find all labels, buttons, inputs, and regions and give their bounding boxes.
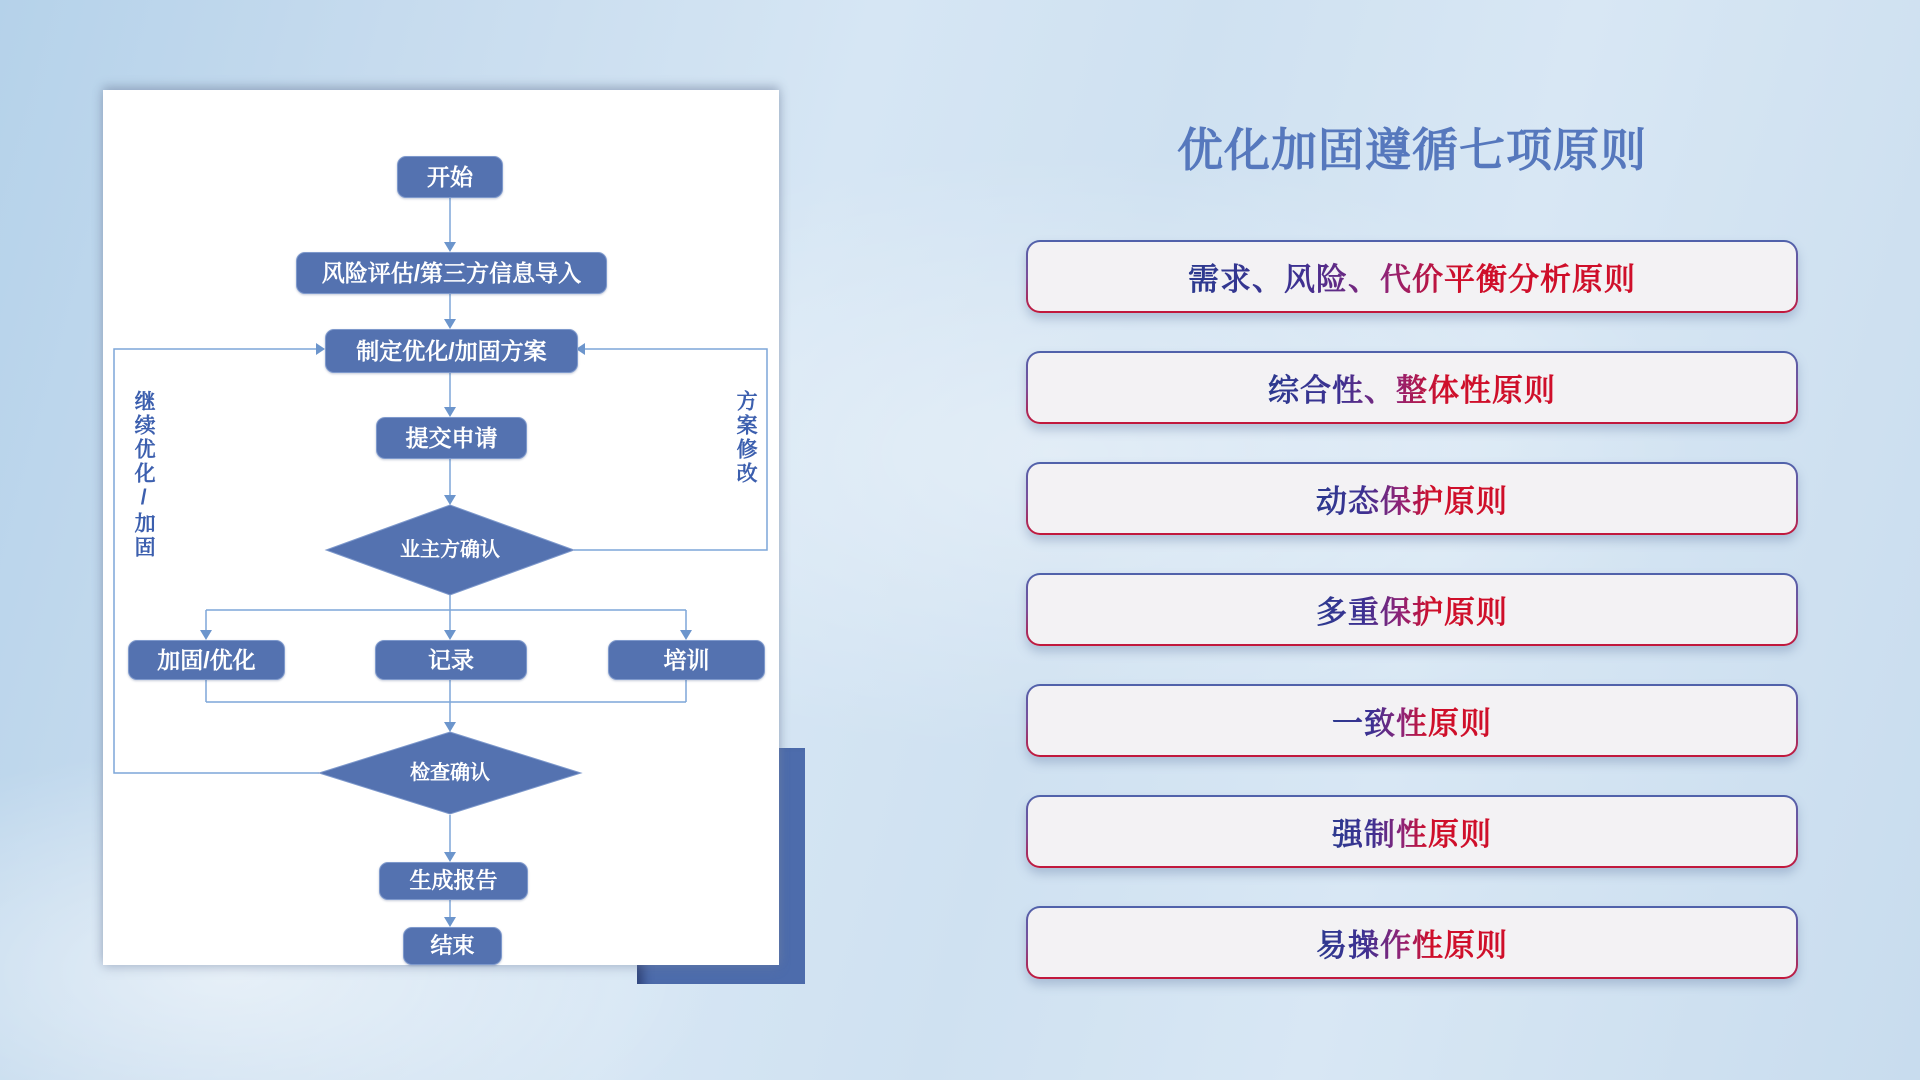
principle-pill-4 <box>1026 573 1798 646</box>
principle-pill-body <box>1028 464 1796 533</box>
arrow-down-icon <box>444 242 456 252</box>
left-loop-label: 继续优化/加固 <box>132 390 156 560</box>
arrow-down-icon <box>680 630 692 640</box>
flow-node-harden-optimize: 加固/优化 <box>128 640 285 680</box>
right-loop-label: 方案修改 <box>734 390 758 486</box>
flow-node-submit: 提交申请 <box>376 417 527 459</box>
arrow-down-icon <box>444 495 456 505</box>
principle-label: 一致性原则 <box>1332 698 1492 743</box>
panel-title: 优化加固遵循七项原则 <box>1177 124 1647 176</box>
principle-pill-1 <box>1026 240 1798 313</box>
principle-pill-7 <box>1026 906 1798 979</box>
flow-node-start: 开始 <box>397 156 503 198</box>
arrow-down-icon <box>444 722 456 732</box>
principle-pill-body <box>1028 686 1796 755</box>
arrow-down-icon <box>444 407 456 417</box>
principle-pill-body <box>1028 908 1796 977</box>
principle-pill-6 <box>1026 795 1798 868</box>
principle-pill-5 <box>1026 684 1798 757</box>
principle-label: 多重保护原则 <box>1316 587 1508 632</box>
flow-node-risk-import: 风险评估/第三方信息导入 <box>296 252 607 294</box>
arrow-down-icon <box>200 630 212 640</box>
principle-pill-body <box>1028 353 1796 422</box>
flow-node-owner-confirm-label: 业主方确认 <box>400 539 500 561</box>
arrow-down-icon <box>444 852 456 862</box>
arrow-down-icon <box>444 917 456 927</box>
principle-pill-body <box>1028 797 1796 866</box>
principle-pill-body <box>1028 575 1796 644</box>
principle-pill-body <box>1028 242 1796 311</box>
principle-label: 综合性、整体性原则 <box>1268 365 1556 410</box>
principle-label: 强制性原则 <box>1332 809 1492 854</box>
principle-label: 动态保护原则 <box>1316 476 1508 521</box>
arrow-down-icon <box>444 630 456 640</box>
flowchart-card <box>103 90 779 965</box>
flow-node-report: 生成报告 <box>379 862 528 900</box>
flow-node-make-plan: 制定优化/加固方案 <box>325 329 578 373</box>
flowchart-connectors <box>103 90 779 965</box>
flow-node-end: 结束 <box>403 927 502 965</box>
arrow-right-icon <box>316 343 325 355</box>
principle-pill-2 <box>1026 351 1798 424</box>
flow-node-record: 记录 <box>375 640 527 680</box>
principle-pill-3 <box>1026 462 1798 535</box>
arrow-down-icon <box>444 319 456 329</box>
flow-node-check-confirm-label: 检查确认 <box>410 762 490 784</box>
principle-label: 需求、风险、代价平衡分析原则 <box>1188 254 1636 299</box>
flow-node-training: 培训 <box>608 640 765 680</box>
principle-label: 易操作性原则 <box>1316 920 1508 965</box>
